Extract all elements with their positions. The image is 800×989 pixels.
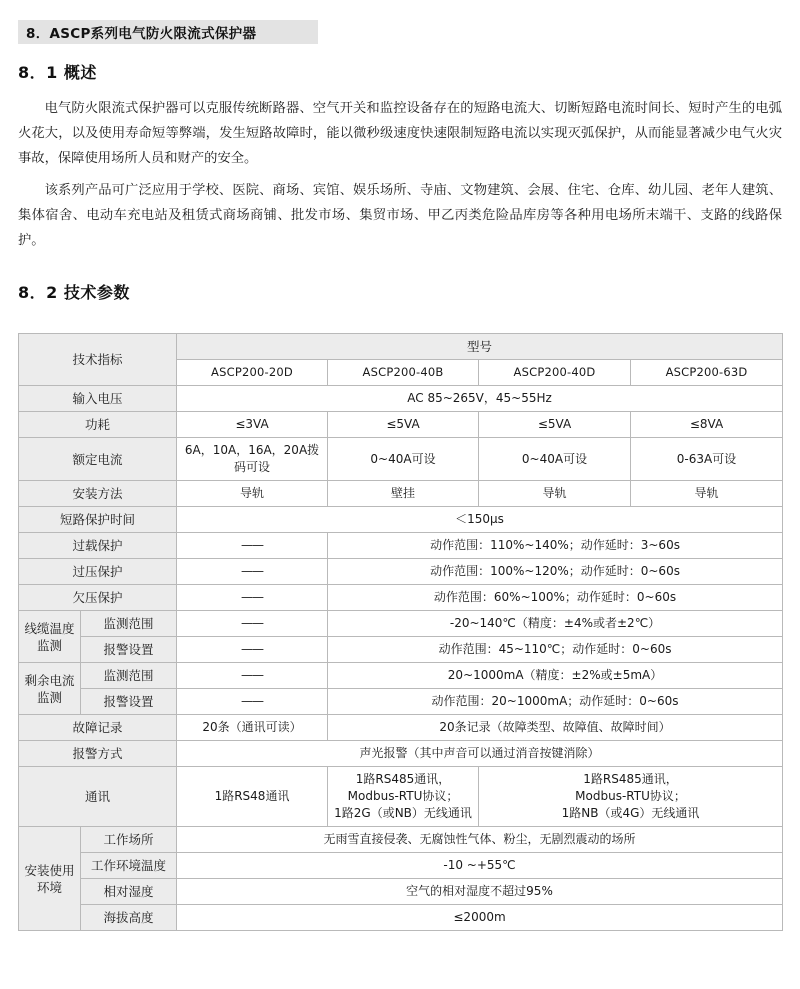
row-value-overload-1: —— (177, 533, 328, 559)
table-row (19, 715, 783, 741)
row-value-comm-34 (479, 767, 783, 827)
row-value-power-4: ≤8VA (631, 412, 783, 438)
overview-paragraph-1: 电气防火限流式保护器可以克服传统断路器、空气开关和监控设备存在的短路电流大、切断短路电流时间长、短时产生的电弧火花大，以及使用寿命短等弊端，发生短路故障时，能以微秒级速度快速限制短路电流以实现灭弧保护，从而能显著减少电气火灾事故，保障使用场所人员和财产的安全。 (18, 101, 782, 166)
spec-table-wrapper (18, 333, 782, 931)
row-value-alarm-mode: 声光报警（其中声音可以通过消音按键消除） (177, 741, 783, 767)
table-row (19, 689, 783, 715)
row-label-rated-current: 额定电流 (19, 438, 177, 481)
table-row (19, 611, 783, 637)
row-value-env-altitude: ≤2000m (177, 905, 783, 931)
model-4: ASCP200-63D (631, 360, 783, 386)
table-row (19, 412, 783, 438)
table-row (19, 767, 783, 827)
overview-paragraph-2: 该系列产品可广泛应用于学校、医院、商场、宾馆、娱乐场所、寺庙、文物建筑、会展、住宅、仓库、幼儿园、老年人建筑、集体宿舍、电动车充电站及租赁式商场商铺、批发市场、集贸市场、甲乙丙类危险品库房等各种用电场所末端干、支路的线路保护。 (18, 183, 782, 248)
row-label-residual-current: 剩余电流监测 (19, 663, 81, 715)
row-label-overvoltage: 过压保护 (19, 559, 177, 585)
row-value-mounting-2: 壁挂 (328, 481, 479, 507)
row-value-overload-rest: 动作范围：110%~140%；动作延时：3~60s (328, 533, 783, 559)
row-value-cable-temp-alarm-rest: 动作范围：45~110℃；动作延时：0~60s (328, 637, 783, 663)
row-value-comm-1: 1路RS48通讯 (177, 767, 328, 827)
row-value-undervoltage-1: —— (177, 585, 328, 611)
row-value-power-1: ≤3VA (177, 412, 328, 438)
table-row (19, 507, 783, 533)
row-label-cable-temp: 线缆温度监测 (19, 611, 81, 663)
row-label-environment: 安装使用环境 (19, 827, 81, 931)
row-value-env-temperature: -10 ~+55℃ (177, 853, 783, 879)
row-label-overload: 过载保护 (19, 533, 177, 559)
row-label-env-workplace: 工作场所 (81, 827, 177, 853)
table-row (19, 827, 783, 853)
chapter-title: 8．ASCP系列电气防火限流式保护器 (26, 26, 257, 42)
row-value-input-voltage: AC 85~265V，45~55Hz (177, 386, 783, 412)
table-row (19, 559, 783, 585)
table-row (19, 853, 783, 879)
row-label-env-humidity: 相对湿度 (81, 879, 177, 905)
table-row (19, 334, 783, 360)
row-value-residual-alarm-rest: 动作范围：20~1000mA；动作延时：0~60s (328, 689, 783, 715)
row-label-env-temperature: 工作环境温度 (81, 853, 177, 879)
row-value-env-humidity: 空气的相对湿度不超过95% (177, 879, 783, 905)
row-label-env-altitude: 海拔高度 (81, 905, 177, 931)
section-heading-overview: 8．1 概述 (18, 63, 97, 82)
row-label-undervoltage: 欠压保护 (19, 585, 177, 611)
model-2: ASCP200-40B (328, 360, 479, 386)
comm-34-line-1: 1路RS485通讯， (583, 772, 678, 786)
row-value-cable-temp-alarm-1: —— (177, 637, 328, 663)
row-label-cable-temp-range: 监测范围 (81, 611, 177, 637)
row-value-fault-record-rest: 20条记录（故障类型、故障值、故障时间） (328, 715, 783, 741)
row-value-cable-temp-range-1: —— (177, 611, 328, 637)
table-row (19, 481, 783, 507)
comm-34-line-3: 1路NB（或4G）无线通讯 (561, 806, 700, 820)
row-value-rated-current-4: 0-63A可设 (631, 438, 783, 481)
row-value-short-circuit-time: ＜150μs (177, 507, 783, 533)
row-value-power-3: ≤5VA (479, 412, 631, 438)
row-value-mounting-1: 导轨 (177, 481, 328, 507)
row-value-mounting-4: 导轨 (631, 481, 783, 507)
section-heading-specs: 8．2 技术参数 (18, 283, 130, 302)
row-value-cable-temp-range-rest: -20~140℃（精度：±4%或者±2℃） (328, 611, 783, 637)
comm-2-line-1: 1路RS485通讯， (355, 772, 451, 786)
model-3: ASCP200-40D (479, 360, 631, 386)
table-row (19, 741, 783, 767)
table-row (19, 663, 783, 689)
row-label-power: 功耗 (19, 412, 177, 438)
table-row (19, 438, 783, 481)
row-value-overvoltage-rest: 动作范围：100%~120%；动作延时：0~60s (328, 559, 783, 585)
header-index-label: 技术指标 (19, 334, 177, 386)
row-label-mounting: 安装方法 (19, 481, 177, 507)
row-label-alarm-mode: 报警方式 (19, 741, 177, 767)
row-value-mounting-3: 导轨 (479, 481, 631, 507)
row-value-rated-current-2: 0~40A可设 (328, 438, 479, 481)
row-label-input-voltage: 输入电压 (19, 386, 177, 412)
chapter-title-bar (18, 20, 318, 44)
header-model-group: 型号 (177, 334, 783, 360)
row-value-power-2: ≤5VA (328, 412, 479, 438)
model-1: ASCP200-20D (177, 360, 328, 386)
row-value-env-workplace: 无雨雪直接侵袭、无腐蚀性气体、粉尘，无剧烈震动的场所 (177, 827, 783, 853)
row-value-comm-2 (328, 767, 479, 827)
comm-2-line-2: Modbus-RTU协议； (347, 789, 459, 803)
row-label-residual-alarm: 报警设置 (81, 689, 177, 715)
table-row (19, 533, 783, 559)
row-value-residual-alarm-1: —— (177, 689, 328, 715)
table-row (19, 637, 783, 663)
row-label-residual-range: 监测范围 (81, 663, 177, 689)
comm-2-line-3: 1路2G（或NB）无线通讯 (334, 806, 472, 820)
table-row (19, 905, 783, 931)
table-row (19, 386, 783, 412)
row-label-fault-record: 故障记录 (19, 715, 177, 741)
table-row (19, 585, 783, 611)
row-value-rated-current-1: 6A，10A，16A，20A拨码可设 (177, 438, 328, 481)
table-row (19, 879, 783, 905)
row-value-undervoltage-rest: 动作范围：60%~100%；动作延时：0~60s (328, 585, 783, 611)
spec-table (18, 333, 783, 931)
row-value-rated-current-3: 0~40A可设 (479, 438, 631, 481)
row-value-residual-range-1: —— (177, 663, 328, 689)
row-label-short-circuit-time: 短路保护时间 (19, 507, 177, 533)
comm-34-line-2: Modbus-RTU协议； (575, 789, 686, 803)
row-value-fault-record-1: 20条（通讯可读） (177, 715, 328, 741)
row-value-residual-range-rest: 20~1000mA（精度：±2%或±5mA） (328, 663, 783, 689)
row-label-cable-temp-alarm: 报警设置 (81, 637, 177, 663)
row-label-communication: 通讯 (19, 767, 177, 827)
row-value-overvoltage-1: —— (177, 559, 328, 585)
